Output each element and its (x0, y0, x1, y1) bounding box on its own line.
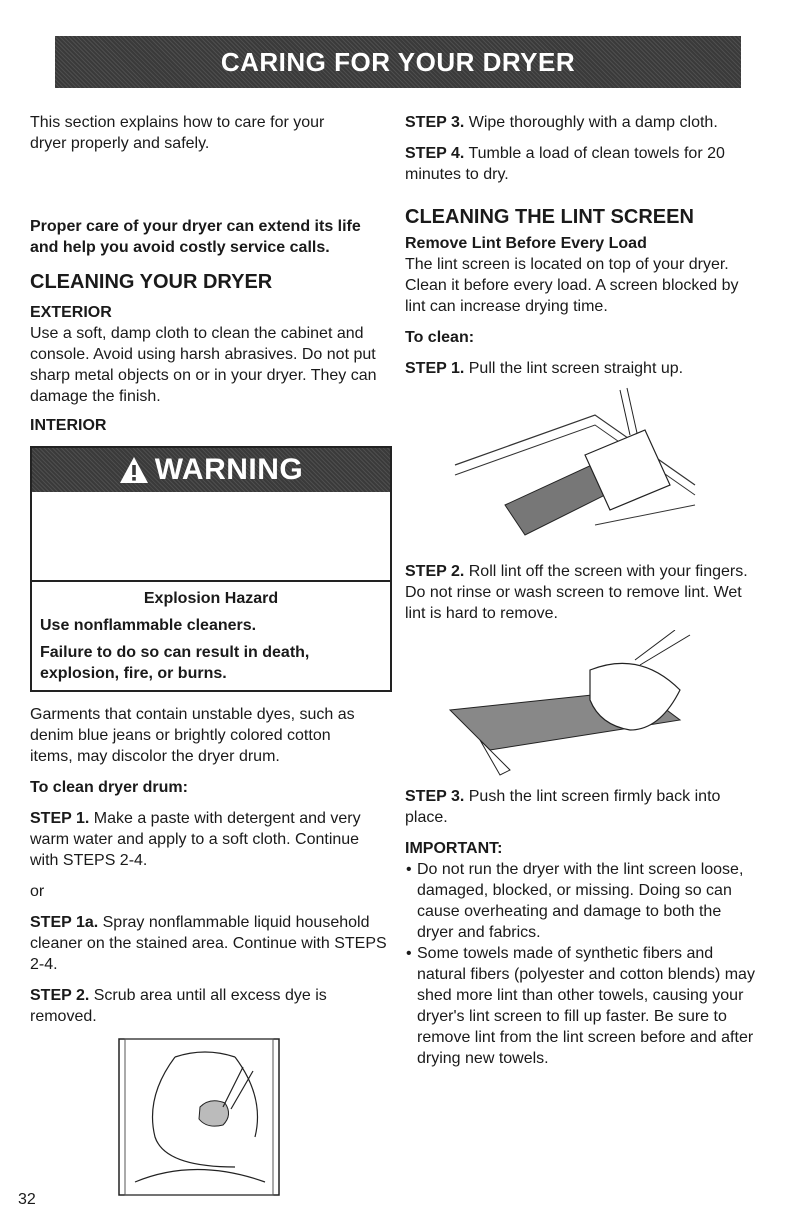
warning-hazard: Explosion Hazard (143, 590, 279, 607)
step-text: Spray nonflammable liquid household cleaner on the stained area. Continue with STEPS 2-4. (30, 914, 387, 973)
page-number: 32 (18, 1191, 36, 1208)
step-text: Wipe thoroughly with a damp cloth. (464, 114, 718, 131)
dryer-drum-illustration (115, 1037, 285, 1197)
step-text: Make a paste with detergent and very warm water and apply to a soft cloth. Continue with STEPS 2-4. (30, 810, 361, 869)
step-label: STEP 2. (30, 987, 90, 1004)
step-label: STEP 1. (405, 360, 465, 377)
list-item: • Some towels made of synthetic fibers and natural fibers (polyester and cotton blends) may shed more lint than other towels, causing your dryer's lint screen to fill up faster. Be sure to remove lint from the lint screen before and after drying new towels. (417, 943, 757, 1069)
lead-text: Proper care of your dryer can extend its life and help you avoid costly service calls. (30, 218, 361, 256)
drum-step2 (30, 985, 390, 1027)
lint-screen-pull-illustration (445, 385, 705, 555)
exterior-heading: EXTERIOR (30, 304, 112, 321)
left-column (30, 112, 390, 1197)
important-list (405, 859, 757, 1069)
lint-step3 (405, 786, 757, 828)
right-column (405, 112, 757, 1069)
cleaning-dryer-heading: CLEANING YOUR DRYER (30, 271, 273, 293)
lint-step2 (405, 561, 757, 624)
to-clean-heading: To clean: (405, 329, 475, 346)
lint-text: The lint screen is located on top of your dryer. Clean it before every load. A screen blocked by lint can increase drying time. (405, 256, 739, 315)
warning-line2: Failure to do so can result in death, explosion, fire, or burns. (40, 644, 310, 682)
warning-box (30, 446, 392, 692)
warning-symbol-area (32, 492, 390, 582)
lint-roll-illustration (440, 630, 700, 780)
warning-line1: Use nonflammable cleaners. (40, 617, 257, 634)
lint-subheading: Remove Lint Before Every Load (405, 235, 647, 252)
garments-text: Garments that contain unstable dyes, such as denim blue jeans or brightly colored cotton items, may discolor the dryer drum. (30, 706, 355, 765)
step-text: Scrub area until all excess dye is removed. (30, 987, 327, 1025)
interior-heading: INTERIOR (30, 417, 107, 434)
lint-screen-heading: CLEANING THE LINT SCREEN (405, 206, 694, 228)
exterior-text: Use a soft, damp cloth to clean the cabinet and console. Avoid using harsh abrasives. Do not put sharp metal objects on or in your dryer. They can damage the finish. (30, 325, 377, 405)
warning-body (32, 582, 390, 690)
drum-step1 (30, 808, 390, 871)
lint-step1 (405, 358, 757, 379)
warning-title: WARNING (154, 453, 304, 486)
wipe-step3 (405, 112, 757, 133)
step-label: STEP 1a. (30, 914, 99, 931)
list-item: • Do not run the dryer with the lint screen loose, damaged, blocked, or missing. Doing so can cause overheating and damage to both the dryer and fabrics. (417, 859, 757, 943)
warning-header (32, 448, 390, 492)
section-banner (55, 36, 741, 88)
step-label: STEP 2. (405, 563, 465, 580)
step-text: Roll lint off the screen with your fingers. Do not rinse or wash screen to remove lint. Wet lint is hard to remove. (405, 563, 748, 622)
step-label: STEP 1. (30, 810, 90, 827)
warning-triangle-icon (119, 455, 149, 485)
important-heading: IMPORTANT: (405, 840, 503, 857)
tumble-step4 (405, 143, 757, 185)
drum-step1a (30, 912, 390, 975)
step-label: STEP 3. (405, 114, 465, 131)
drum-heading: To clean dryer drum: (30, 779, 188, 796)
step-label: STEP 3. (405, 788, 465, 805)
step-text: Tumble a load of clean towels for 20 minutes to dry. (405, 145, 725, 183)
intro-text: This section explains how to care for your dryer properly and safely. (30, 114, 325, 152)
or-text: or (30, 883, 45, 900)
page-title: CARING FOR YOUR DRYER (220, 46, 576, 77)
step-label: STEP 4. (405, 145, 465, 162)
step-text: Pull the lint screen straight up. (464, 360, 684, 377)
step-text: Push the lint screen firmly back into place. (405, 788, 721, 826)
